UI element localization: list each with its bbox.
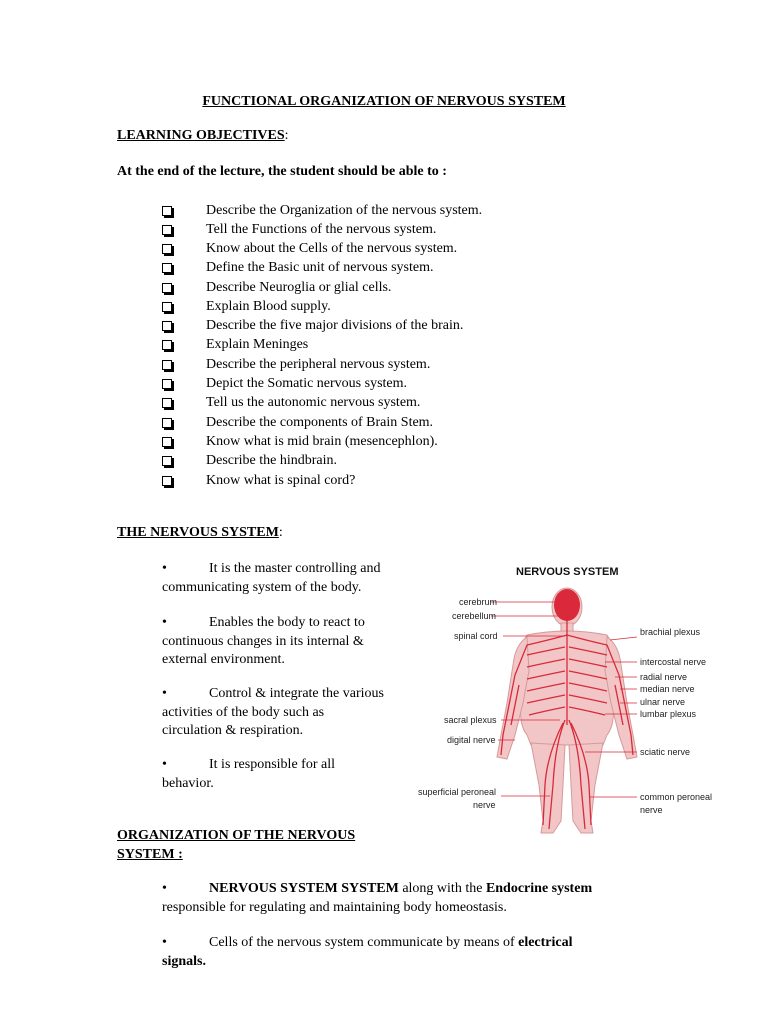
label-median-nerve: median nerve: [640, 684, 695, 694]
bullet-text: communicating system of the body.: [162, 579, 362, 595]
objective-text: Describe the Organization of the nervous system.: [206, 202, 483, 218]
objective-text: Know about the Cells of the nervous system.: [206, 240, 458, 256]
bullet-text: Control & integrate the various: [209, 686, 384, 701]
checkbox-icon: [162, 398, 172, 408]
label-superficial-peroneal-nerve: nerve: [473, 800, 496, 810]
objective-item: [162, 413, 433, 432]
nervous-system-heading-text: THE NERVOUS SYSTEM: [117, 525, 279, 540]
bullet-item: [162, 685, 412, 741]
objective-item: [162, 258, 433, 277]
objective-text: Describe the components of Brain Stem.: [206, 414, 434, 430]
bullet-text: external environment.: [162, 652, 285, 667]
label-cerebellum: cerebellum: [452, 611, 497, 621]
label-common-peroneal-nerve: nerve: [640, 805, 663, 815]
label-brachial-plexus: brachial plexus: [640, 627, 701, 637]
signals-bold: signals.: [162, 953, 206, 969]
objective-text: Describe the five major divisions of the brain.: [206, 317, 464, 333]
organization-p1-line2: responsible for regulating and maintaining body homeostasis.: [162, 899, 507, 915]
bullet-text: behavior.: [162, 775, 214, 791]
objective-item: [162, 432, 438, 451]
organization-bullet-1: [162, 880, 662, 917]
label-cerebrum: cerebrum: [459, 597, 498, 607]
bullet-text: continuous changes in its internal &: [162, 633, 364, 649]
bullet-item: [162, 560, 412, 597]
objective-text: Know what is mid brain (mesencephlon).: [206, 433, 438, 449]
bullet-text: Enables the body to react to: [209, 615, 365, 630]
label-sacral-plexus: sacral plexus: [444, 715, 497, 725]
organization-heading-suffix: :: [174, 846, 183, 862]
label-common-peroneal: common peroneal: [640, 792, 713, 802]
objective-item: [162, 374, 407, 393]
nervous-system-heading-suffix: :: [278, 525, 283, 540]
bullet-item: [162, 614, 412, 670]
learning-objectives-intro: At the end of the lecture, the student should be able to :: [117, 164, 447, 179]
nervous-system-heading: [117, 525, 283, 541]
objective-item: [162, 239, 457, 258]
nervous-system-bold: NERVOUS SYSTEM SYSTEM: [209, 881, 399, 896]
label-radial-nerve: radial nerve: [640, 672, 688, 682]
label-sciatic-nerve: sciatic nerve: [640, 747, 691, 757]
checkbox-icon: [162, 206, 172, 216]
figure-title: NERVOUS SYSTEM: [516, 566, 619, 578]
bullet-item: [162, 756, 412, 793]
checkbox-icon: [162, 263, 172, 273]
checkbox-icon: [162, 418, 172, 428]
label-intercostal-nerve: intercostal nerve: [640, 657, 707, 667]
checkbox-icon: [162, 321, 172, 331]
objective-item: [162, 451, 337, 470]
objective-text: Explain Blood supply.: [206, 298, 331, 314]
learning-objectives-heading: [117, 128, 289, 144]
checkbox-icon: [162, 476, 172, 486]
page-title: FUNCTIONAL ORGANIZATION OF NERVOUS SYSTEM: [202, 94, 566, 109]
objective-item: [162, 355, 430, 374]
bullet-icon: •: [162, 935, 167, 950]
organization-heading: [117, 827, 355, 864]
objective-item: [162, 393, 420, 412]
bullet-text: It is responsible for all: [209, 757, 335, 772]
bullet-text: It is the master controlling and: [209, 561, 381, 576]
label-superficial-peroneal: superficial peroneal: [418, 787, 497, 797]
checkbox-icon: [162, 283, 172, 293]
checkbox-icon: [162, 456, 172, 466]
electrical-bold: electrical: [518, 935, 573, 950]
learning-objectives-heading-suffix: :: [284, 128, 289, 143]
bullet-text: activities of the body such as: [162, 704, 325, 720]
bullet-icon: •: [162, 686, 167, 701]
checkbox-icon: [162, 225, 172, 235]
bullet-text: circulation & respiration.: [162, 723, 304, 738]
objective-item: [162, 220, 436, 239]
bullet-icon: •: [162, 615, 167, 630]
organization-p1-text: along with the: [398, 881, 486, 896]
objective-item: [162, 278, 391, 297]
organization-heading-line1: ORGANIZATION OF THE NERVOUS: [117, 828, 356, 843]
objective-item: [162, 297, 331, 316]
label-ulnar-nerve: ulnar nerve: [640, 697, 686, 707]
learning-objectives-heading-text: LEARNING OBJECTIVES: [117, 128, 285, 143]
objective-text: Know what is spinal cord?: [206, 472, 356, 488]
label-spinal-cord: spinal cord: [454, 631, 498, 641]
objective-item: [162, 201, 482, 220]
bullet-icon: •: [162, 881, 167, 896]
checkbox-icon: [162, 302, 172, 312]
objective-text: Explain Meninges: [206, 336, 309, 352]
label-lumbar-plexus: lumbar plexus: [640, 709, 697, 719]
objective-text: Define the Basic unit of nervous system.: [206, 259, 434, 275]
checkbox-icon: [162, 340, 172, 350]
objective-text: Tell the Functions of the nervous system.: [206, 221, 437, 237]
objective-item: [162, 471, 355, 490]
objective-text: Describe Neuroglia or glial cells.: [206, 279, 392, 295]
label-digital-nerve: digital nerve: [447, 735, 496, 745]
checkbox-icon: [162, 244, 172, 254]
organization-heading-line2: SYSTEM: [117, 846, 175, 862]
objective-text: Depict the Somatic nervous system.: [206, 375, 408, 391]
objective-text: Describe the peripheral nervous system.: [206, 356, 431, 372]
objective-text: Describe the hindbrain.: [206, 452, 338, 468]
organization-p2-text: Cells of the nervous system communicate by means of: [209, 935, 519, 950]
organization-bullet-2: [162, 934, 662, 971]
endocrine-system-bold: Endocrine system: [485, 881, 593, 896]
checkbox-icon: [162, 437, 172, 447]
bullet-icon: •: [162, 561, 167, 576]
bullet-icon: •: [162, 757, 167, 772]
checkbox-icon: [162, 360, 172, 370]
checkbox-icon: [162, 379, 172, 389]
objective-item: [162, 335, 308, 354]
objective-text: Tell us the autonomic nervous system.: [206, 394, 421, 410]
objective-item: [162, 316, 463, 335]
